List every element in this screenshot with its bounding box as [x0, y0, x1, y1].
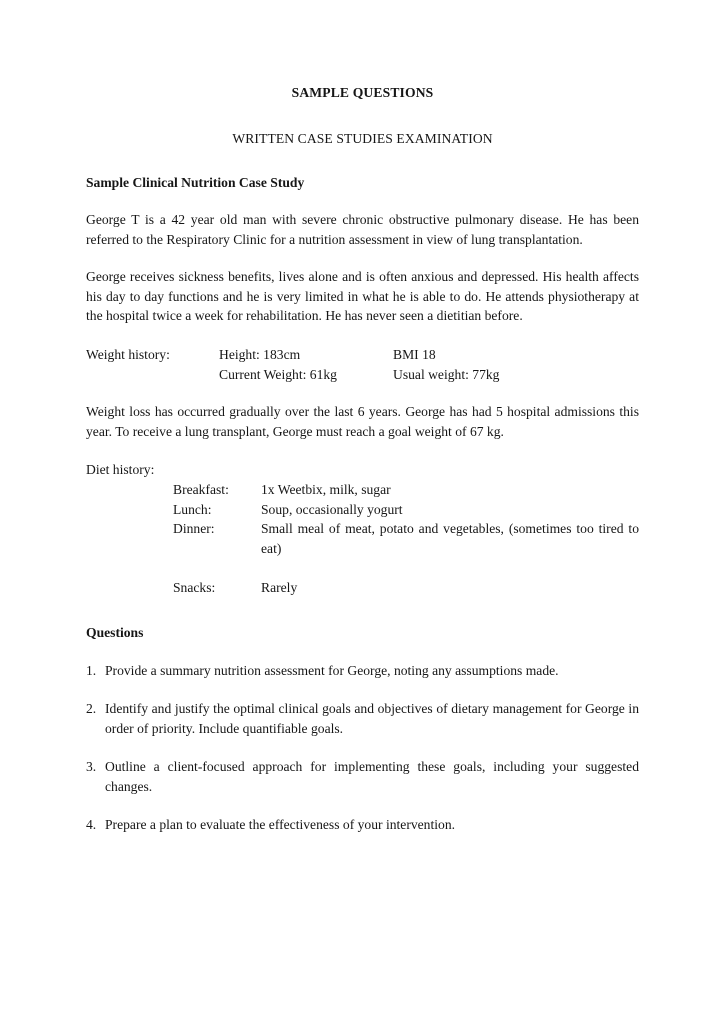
questions-list: [86, 661, 639, 836]
paragraph-weight-loss: Weight loss has occurred gradually over the last 6 years. George has had 5 hospital admissions this year. To receive a lung transplant, George must reach a goal weight of 67 kg.: [86, 404, 639, 439]
diet-history-block: [86, 460, 639, 597]
weight-history-block: [86, 345, 639, 384]
page-subtitle: WRITTEN CASE STUDIES EXAMINATION: [232, 131, 493, 146]
diet-value-breakfast: 1x Weetbix, milk, sugar: [261, 481, 391, 497]
question-number: 2.: [86, 701, 97, 717]
paragraph-case-intro: George T is a 42 year old man with severe chronic obstructive pulmonary disease. He has been referred to the Respiratory Clinic for a nutrition assessment in view of lung transplantation.: [86, 212, 639, 247]
document-content: [86, 84, 639, 835]
weight-history-height: Height: 183cm: [219, 346, 301, 362]
diet-meal-snacks: Snacks:: [173, 579, 216, 595]
weight-history-label: Weight history:: [86, 346, 170, 362]
paragraph-social-history: George receives sickness benefits, lives alone and is often anxious and depressed. His health affects his day to day functions and he is very limited in what he is able to do. He attends physiotherapy at the hospital twice a week for rehabilitation. He has never seen a dietitian before.: [86, 269, 639, 324]
diet-history-row: [86, 578, 639, 598]
diet-history-row: [86, 519, 639, 578]
weight-history-current-weight: Current Weight: 61kg: [219, 366, 337, 382]
diet-value-snacks: Rarely: [261, 579, 298, 595]
diet-value-dinner: Small meal of meat, potato and vegetables, (sometimes too tired to eat): [261, 521, 639, 556]
question-item: [86, 661, 639, 681]
question-text: Identify and justify the optimal clinical goals and objectives of dietary management for George in order of priority. Include quantifiable goals.: [105, 701, 639, 736]
weight-history-row: [86, 345, 639, 365]
weight-history-row: [86, 365, 639, 385]
diet-value-lunch: Soup, occasionally yogurt: [261, 501, 403, 517]
question-text: Provide a summary nutrition assessment for George, noting any assumptions made.: [105, 662, 559, 678]
questions-heading: Questions: [86, 624, 144, 640]
section-heading: Sample Clinical Nutrition Case Study: [86, 175, 305, 190]
weight-history-bmi: BMI 18: [393, 346, 436, 362]
diet-meal-dinner: Dinner:: [173, 521, 215, 537]
question-item: [86, 815, 639, 835]
question-text: Prepare a plan to evaluate the effectiveness of your intervention.: [105, 817, 456, 833]
diet-history-rows: [86, 480, 639, 598]
question-item: [86, 699, 639, 738]
diet-meal-breakfast: Breakfast:: [173, 481, 229, 497]
page-title: SAMPLE QUESTIONS: [291, 85, 434, 100]
question-item: [86, 757, 639, 796]
diet-history-row: [86, 480, 639, 500]
question-text: Outline a client-focused approach for implementing these goals, including your suggested changes.: [105, 759, 639, 794]
diet-history-row: [86, 500, 639, 520]
diet-meal-lunch: Lunch:: [173, 501, 212, 517]
diet-history-label: Diet history:: [86, 462, 155, 478]
question-number: 3.: [86, 759, 97, 775]
weight-history-usual-weight: Usual weight: 77kg: [393, 366, 500, 382]
question-number: 4.: [86, 817, 97, 833]
question-number: 1.: [86, 662, 97, 678]
